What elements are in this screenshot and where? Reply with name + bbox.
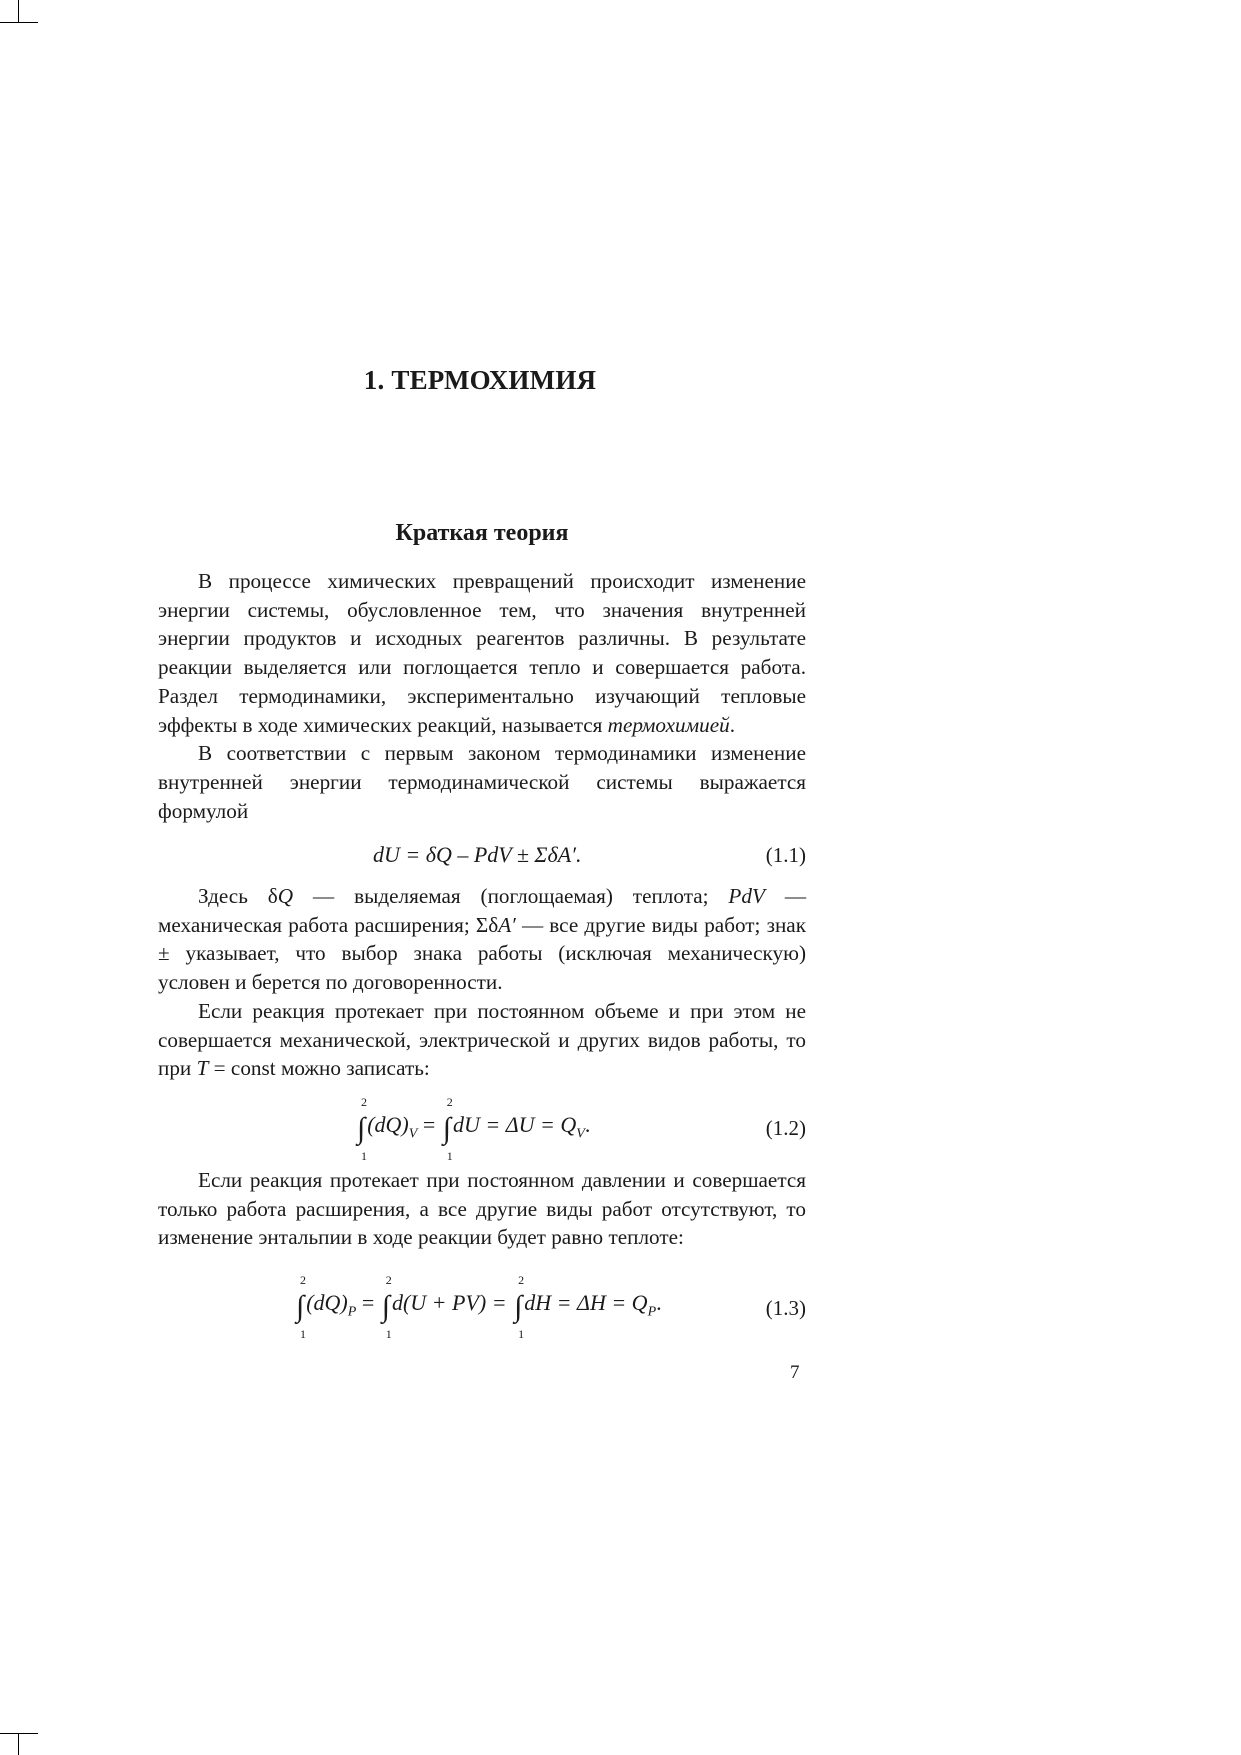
integral-lower-limit: 1 xyxy=(446,1149,453,1163)
integral-upper-limit: 2 xyxy=(300,1273,306,1287)
paragraph-text: . xyxy=(729,712,736,737)
integral-upper-limit: 2 xyxy=(385,1273,392,1287)
integral-upper-limit: 2 xyxy=(361,1095,367,1109)
equation-operator: = xyxy=(356,1290,380,1315)
symbol: A′ xyxy=(498,912,516,937)
integral-sign: ∫ 2 1 xyxy=(357,1095,367,1163)
paragraph-text: В процессе химических превращений происходит изменение энергии системы, обусловленное тем, что значения внутренней энергии продуктов и исходных реагентов различны. В результате реакции выделяется или поглощается тепло и совершается работа. Раздел термодинамики, экспериментально изучающий тепловые эффекты в ходе химических реакций, называется xyxy=(158,569,806,737)
equation-1-1 xyxy=(373,842,581,868)
equation-number: (1.2) xyxy=(765,1116,806,1140)
equation-term: (dQ) xyxy=(367,1112,409,1137)
subscript: P xyxy=(347,1304,357,1320)
subscript: V xyxy=(576,1126,585,1142)
equation-number: (1.1) xyxy=(765,843,806,867)
equation-operator: . xyxy=(584,1112,591,1137)
paragraph-text: Здесь δ xyxy=(198,884,278,908)
theory-block-1 xyxy=(158,567,806,825)
subscript: P xyxy=(647,1304,657,1320)
equation-number: (1.3) xyxy=(765,1296,806,1320)
equation-1-3 xyxy=(294,1273,662,1341)
crop-mark xyxy=(18,0,19,22)
equation-formula: dU = δQ – PdV ± ΣδA′. xyxy=(373,842,582,867)
integral-lower-limit: 1 xyxy=(361,1149,367,1163)
integral-sign: ∫ 2 1 xyxy=(442,1095,453,1163)
integral-lower-limit: 1 xyxy=(385,1327,392,1341)
crop-mark xyxy=(0,1733,38,1734)
crop-mark xyxy=(18,1733,19,1755)
term-emphasis: термохимией xyxy=(607,712,730,737)
paragraph: Если реакция протекает при постоянном давлении и совершается только работа расширения, а все другие виды работ отсутствуют, то изменение энтальпии в ходе реакции будет равно теплоте: xyxy=(158,1168,806,1250)
paragraph-text: — выделяемая (поглощаемая) теплота; xyxy=(293,884,729,908)
paragraph xyxy=(158,882,806,997)
symbol: Q xyxy=(277,884,294,908)
equation-operator: = xyxy=(417,1112,441,1137)
integral-upper-limit: 2 xyxy=(446,1095,453,1109)
integral-sign: ∫ 2 1 xyxy=(514,1273,525,1341)
equation-term: dH = ΔH = Q xyxy=(524,1290,648,1315)
integral-lower-limit: 1 xyxy=(300,1327,306,1341)
subscript: V xyxy=(408,1126,418,1142)
symbol: PdV xyxy=(728,884,765,908)
integral-lower-limit: 1 xyxy=(518,1327,525,1341)
integral-sign: ∫ 2 1 xyxy=(296,1273,306,1341)
paragraph: В соответствии с первым законом термодинамики изменение внутренней энергии термодинамической системы выражается формулой xyxy=(158,741,806,823)
paragraph-text: = const можно записать: xyxy=(208,1056,430,1081)
crop-mark xyxy=(0,22,38,23)
equation-term: (dQ) xyxy=(306,1290,348,1315)
paragraph xyxy=(158,567,806,739)
equation-term: d(U + PV) = xyxy=(391,1290,513,1315)
integral-sign: ∫ 2 1 xyxy=(381,1273,392,1341)
section-title: Краткая теория xyxy=(395,520,569,546)
paragraph-text: — все другие виды работ; знак ± указывает, что выбор знака работы (исключая механическую) условен и берется по договоренности. xyxy=(158,912,807,995)
equation-term: dU = ΔU = Q xyxy=(452,1112,577,1137)
symbol: T xyxy=(196,1056,209,1081)
paragraph-text: — механическая работа расширения; Σδ xyxy=(158,884,806,937)
equation-operator: . xyxy=(656,1290,662,1315)
paragraph xyxy=(158,997,806,1083)
integral-upper-limit: 2 xyxy=(518,1273,525,1287)
page-number: 7 xyxy=(790,1362,800,1383)
paragraph-text: Если реакция протекает при постоянном объеме и при этом не совершается механической, электрической и других видов работы, то при xyxy=(158,998,806,1081)
equation-1-2 xyxy=(355,1095,591,1163)
theory-block-2 xyxy=(158,882,806,1083)
chapter-title: 1. ТЕРМОХИМИЯ xyxy=(363,365,597,395)
theory-block-3 xyxy=(158,1166,806,1252)
